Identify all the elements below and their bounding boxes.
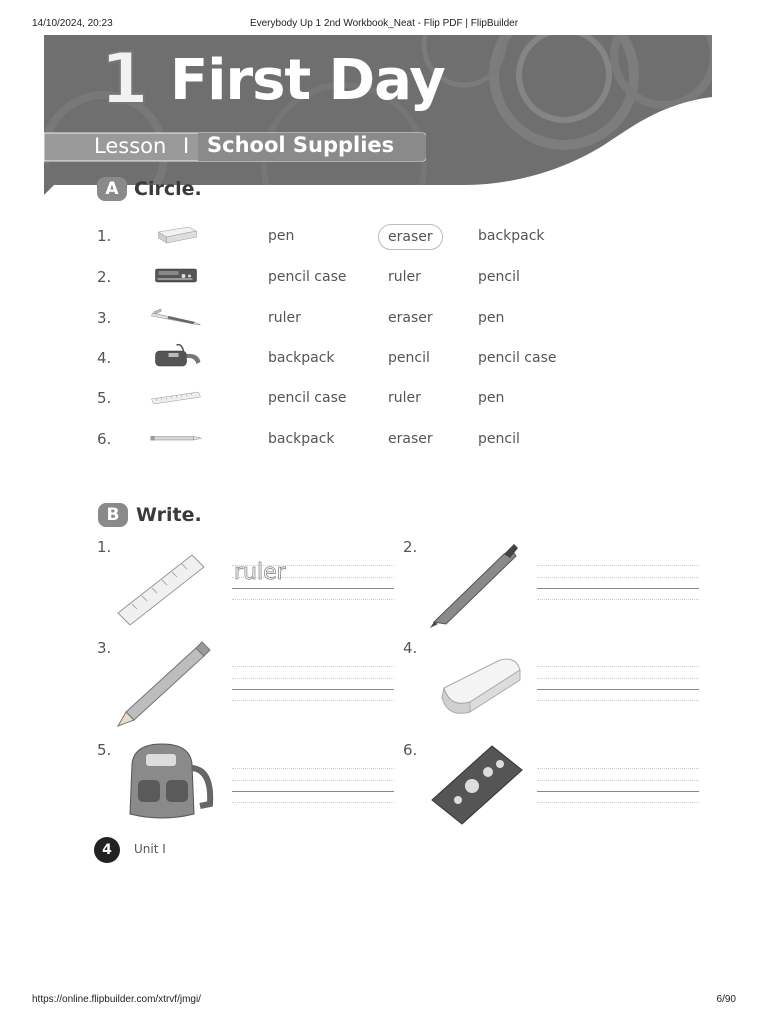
handwriting-lines[interactable] — [537, 565, 699, 601]
section-b-title: Write. — [136, 504, 202, 526]
circle-row-1 — [0, 224, 768, 248]
write-item-number: 5. — [97, 741, 112, 759]
handwriting-lines[interactable] — [537, 768, 699, 804]
backpack-picture — [122, 342, 230, 372]
answer-option[interactable]: pencil case — [268, 390, 347, 406]
row-number: 4. — [97, 349, 112, 367]
eraser-picture — [122, 220, 230, 250]
answer-option[interactable]: pen — [268, 228, 295, 244]
print-document-title: Everybody Up 1 2nd Workbook_Neat - Flip PDF | FlipBuilder — [249, 18, 519, 29]
print-url: https://online.flipbuilder.com/xtrvf/jmgi/ — [32, 994, 201, 1005]
page-number-badge: 4 — [94, 837, 120, 863]
answer-option[interactable]: ruler — [268, 310, 301, 326]
row-number: 2. — [97, 268, 112, 286]
lesson-number: I — [183, 134, 190, 158]
answer-option[interactable]: backpack — [268, 431, 335, 447]
handwriting-lines[interactable] — [232, 666, 394, 702]
section-a-badge: A — [97, 177, 127, 201]
pencil-picture — [112, 638, 222, 728]
print-datetime: 14/10/2024, 20:23 — [32, 18, 113, 29]
answer-option[interactable]: pen — [478, 310, 505, 326]
section-b-badge: B — [98, 503, 128, 527]
write-item-number: 1. — [97, 538, 112, 556]
write-item-number: 4. — [403, 639, 418, 657]
answer-option[interactable]: pencil case — [478, 350, 557, 366]
answer-option[interactable]: eraser — [388, 310, 433, 326]
write-item-number: 2. — [403, 538, 418, 556]
answer-option[interactable]: pen — [478, 390, 505, 406]
print-footer — [32, 994, 736, 1008]
answer-option[interactable]: pencil — [478, 431, 520, 447]
answer-option[interactable]: eraser — [388, 431, 433, 447]
write-item-number: 6. — [403, 741, 418, 759]
pen-picture — [122, 302, 230, 332]
pen-picture — [424, 540, 534, 630]
row-number: 1. — [97, 227, 112, 245]
print-page-count: 6/90 — [716, 994, 736, 1005]
answer-option[interactable]: pencil case — [268, 269, 347, 285]
circle-row-2 — [0, 265, 768, 289]
answer-option[interactable]: ruler — [388, 390, 421, 406]
pencil-case-picture — [122, 261, 230, 291]
ruler-picture — [112, 547, 222, 637]
handwriting-lines[interactable] — [232, 560, 394, 601]
row-number: 3. — [97, 309, 112, 327]
row-number: 5. — [97, 389, 112, 407]
answer-option[interactable]: backpack — [478, 228, 545, 244]
circle-row-3 — [0, 306, 768, 330]
unit-number: 1 — [100, 38, 149, 120]
traced-word: ruler — [234, 560, 286, 585]
answer-option[interactable]: pencil — [478, 269, 520, 285]
answer-option[interactable]: pencil — [388, 350, 430, 366]
print-header — [32, 18, 736, 32]
answer-option[interactable]: ruler — [388, 269, 421, 285]
lesson-label: Lesson — [94, 134, 167, 158]
handwriting-lines[interactable] — [232, 768, 394, 804]
ruler-picture — [122, 382, 230, 412]
pencil-case-picture — [422, 738, 532, 828]
circle-row-4 — [0, 346, 768, 370]
backpack-picture — [112, 734, 222, 824]
answer-option[interactable]: backpack — [268, 350, 335, 366]
circle-row-5 — [0, 386, 768, 410]
row-number: 6. — [97, 430, 112, 448]
unit-title: First Day — [170, 48, 445, 113]
unit-banner — [44, 35, 712, 195]
section-a-title: Circle. — [134, 178, 202, 200]
lesson-title: School Supplies — [207, 133, 395, 157]
unit-label: Unit I — [134, 842, 166, 856]
circle-row-6 — [0, 427, 768, 451]
write-item-number: 3. — [97, 639, 112, 657]
circled-answer-option[interactable]: eraser — [378, 224, 443, 250]
handwriting-lines[interactable] — [537, 666, 699, 702]
pencil-picture — [122, 423, 230, 453]
eraser-picture — [430, 636, 540, 726]
